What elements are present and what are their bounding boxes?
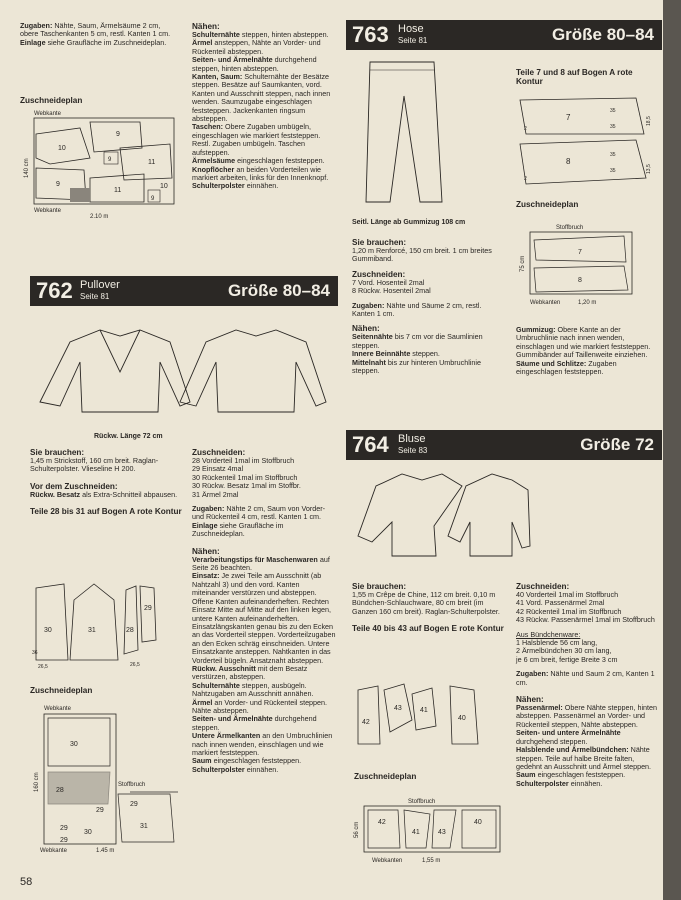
piece-number: 30	[84, 829, 92, 836]
measure: 2	[524, 126, 527, 132]
p764-pieces-diagram	[354, 680, 484, 750]
instruction-text: Obere Nähte steppen, hinten absteppen. Passenärmel an Vorder- und Rückenteil steppen, Nähte absteppen.	[516, 703, 658, 729]
instruction-text: bis zur hinteren Umbruchlinie steppen.	[352, 357, 482, 376]
instruction-line	[192, 556, 338, 573]
measure: 35	[610, 152, 616, 158]
sie-brauchen-heading: Sie brauchen:	[352, 582, 407, 591]
p762-pieces-diagram	[30, 580, 180, 670]
p763-teile-heading	[516, 68, 656, 86]
list-line: je 6 cm breit, fertige Breite 3 cm	[516, 654, 618, 664]
instruction-line	[192, 715, 338, 732]
instruction-bold: Kanten, Saum:	[192, 72, 243, 82]
naehen-heading: Nähen:	[192, 546, 220, 556]
measure: 26,5	[38, 664, 48, 670]
piece-number: 9	[108, 157, 112, 163]
zuschneiden-list	[516, 591, 662, 625]
header-763	[346, 20, 662, 50]
teile-heading: Teile 28 bis 31 auf Bogen A rote Kontur	[30, 507, 182, 517]
model-groesse: Größe 80–84	[551, 25, 654, 44]
instruction-line	[192, 123, 338, 157]
instruction-line	[516, 704, 662, 729]
instruction-text: steppen.	[410, 349, 440, 359]
list-line: 30 Rückenteil 1mal im Stoffbruch	[192, 472, 298, 482]
instruction-bold: Seitennähte	[352, 332, 393, 342]
piece-number: 29	[60, 837, 68, 844]
pullover-sketch	[30, 312, 330, 422]
piece-number: 29	[96, 807, 104, 814]
zugaben-text: Nähte und Säume 2 cm, restl. Kanten 1 cm.	[352, 300, 482, 319]
stoffbruch: Stoffbruch	[408, 799, 436, 805]
instruction-bold: Mittelnaht	[352, 357, 386, 367]
piece-number: 30	[44, 627, 52, 634]
instruction-line	[352, 333, 502, 350]
piece-number: 28	[56, 787, 64, 794]
plan-width: 1,45 m	[96, 848, 115, 852]
vor-b: Rückw. Besatz	[30, 489, 81, 499]
instruction-text: durchgehend steppen, hinten absteppen.	[192, 55, 317, 73]
zuschneideplan-heading: Zuschneideplan	[20, 96, 83, 105]
page-number: 58	[20, 876, 33, 888]
instruction-text: Obere Zugaben umbügeln, eingeschlagen wie markiert feststeppen. Restl. Zugaben umbügeln. Taschen aufsteppen.	[192, 122, 321, 157]
piece-number: 29	[130, 801, 138, 808]
instruction-bold: Ärmel	[192, 697, 213, 707]
model-seite: Seite 81	[398, 36, 428, 45]
einlage-label: Einlage	[20, 37, 46, 47]
zuschneiden-heading: Zuschneiden:	[192, 448, 246, 457]
p762-cutting-layout	[30, 702, 180, 852]
piece-number: 31	[140, 823, 148, 830]
interfacing-gray	[70, 188, 90, 202]
webkante-top: Webkante	[44, 706, 71, 712]
instruction-bold: Passenärmel:	[516, 703, 563, 713]
list-line: 1 Halsblende 56 cm lang,	[516, 638, 598, 648]
list-line: 43 Rückw. Passenärmel 1mal im Stoffbruch	[516, 615, 655, 625]
piece-number: 28	[126, 627, 134, 634]
sie-brauchen-heading: Sie brauchen:	[30, 448, 85, 457]
page-edge-shadow	[663, 0, 681, 900]
sie-brauchen-heading: Sie brauchen:	[352, 238, 407, 247]
instruction-bold: Saum	[516, 770, 536, 780]
bluse-sketch	[352, 466, 532, 562]
aus-list	[516, 639, 662, 664]
aus-label: Aus Bündchenware:	[516, 629, 581, 639]
piece-number: 7	[578, 249, 582, 256]
instruction-bold: Taschen:	[192, 122, 224, 132]
instruction-bold: Gummizug:	[516, 325, 556, 334]
vor-zuschneiden-heading: Vor dem Zuschneiden:	[30, 481, 118, 491]
instruction-bold: Ärmelsäume	[192, 156, 236, 166]
instruction-bold: Schulternähte	[192, 680, 240, 690]
webkante-top: Webkante	[34, 111, 61, 117]
piece-number: 42	[362, 719, 370, 726]
instruction-text: durchgehend steppen.	[516, 736, 588, 746]
p763-cutting-layout	[516, 220, 656, 310]
instruction-text: steppen, hinten absteppen.	[239, 30, 329, 39]
zuschneiden-heading: Zuschneiden:	[352, 269, 406, 279]
instruction-bold: Halsblende und Ärmelbündchen:	[516, 745, 629, 755]
instruction-text: eingeschlagen feststeppen.	[211, 756, 302, 766]
instruction-bold: Knopflöcher	[192, 164, 235, 174]
instruction-bold: Schulterpolster	[192, 764, 245, 774]
piece-number: 43	[394, 705, 402, 712]
instruction-line	[192, 766, 338, 774]
model-number: 764	[352, 432, 389, 457]
piece-number: 42	[378, 819, 386, 826]
p764-zuschneideplan-heading: Zuschneideplan	[354, 772, 417, 781]
instruction-bold: Seiten- und Ärmelnähte	[192, 55, 273, 65]
webkante-bottom: Webkante	[34, 208, 61, 214]
list-line: 30 Rückw. Besatz 1mal im Stoffbr.	[192, 481, 301, 491]
webkanten: Webkanten	[530, 300, 561, 306]
zugaben-text: Nähte 2 cm, Saum von Vorder- und Rückenteil 4 cm, restl. Kanten 1 cm.	[192, 504, 326, 522]
instruction-text: Nähte steppen. Teile auf halbe Breite falten, gedehnt an Ausschnitt und Ärmel steppen.	[516, 745, 652, 771]
instruction-line	[192, 182, 338, 190]
piece-number: 29	[144, 605, 152, 612]
einlage-text: siehe Graufläche im Zuschneideplan.	[47, 37, 167, 47]
piece-number: 10	[58, 145, 66, 152]
p762-right	[192, 448, 338, 774]
p764-left	[352, 582, 504, 633]
p764-cutting-layout	[350, 794, 506, 866]
instruction-text: Zugaben eingeschlagen feststeppen.	[516, 358, 617, 377]
list-line: 7 Vord. Hosenteil 2mal	[352, 277, 425, 287]
naehen-heading: Nähen:	[352, 324, 380, 334]
p764-right	[516, 582, 662, 788]
zugaben-label: Zugaben:	[192, 504, 225, 514]
p763-left	[352, 238, 502, 375]
einlage-text: siehe Graufläche im Zuschneideplan.	[192, 520, 284, 539]
instruction-text: eingeschlagen feststeppen.	[235, 156, 325, 166]
zugaben-label: Zugaben:	[516, 669, 549, 679]
piece-number: 9	[151, 196, 155, 202]
piece-number: 9	[116, 131, 120, 138]
instruction-text: an Vorder- und Rückenteil steppen. Nähte absteppen.	[192, 697, 328, 715]
instruction-bold: Seiten- und untere Ärmelnähte	[516, 728, 621, 738]
naehen-list	[516, 704, 662, 788]
zugaben-label: Zugaben:	[20, 21, 53, 30]
instruction-text: eingeschlagen feststeppen.	[535, 770, 626, 780]
instruction-bold: Untere Ärmelkanten	[192, 731, 261, 741]
instruction-bold: Schulterpolster	[516, 778, 569, 788]
instruction-line	[516, 326, 662, 360]
list-line: 42 Rückenteil 1mal im Stoffbruch	[516, 606, 622, 616]
p762-left	[30, 448, 182, 516]
instruction-line	[192, 39, 338, 56]
piece-number: 10	[160, 183, 168, 190]
instruction-line	[516, 746, 662, 771]
zugaben-text: Nähte und Saum 2 cm, Kanten 1 cm.	[516, 669, 655, 687]
model-number: 763	[352, 22, 389, 47]
plan-height: 56 cm	[354, 821, 360, 838]
hose-caption: Seitl. Länge ab Gummizug 108 cm	[352, 219, 466, 226]
p762-zuschneideplan-heading: Zuschneideplan	[30, 686, 93, 695]
list-line: 8 Rückw. Hosenteil 2mal	[352, 286, 431, 296]
model-number: 762	[36, 278, 73, 303]
measure: 13,5	[646, 164, 652, 174]
zugaben-label: Zugaben:	[352, 300, 385, 310]
instruction-bold: Schulterpolster	[192, 181, 245, 191]
webkante-bottom: Webkante	[40, 848, 67, 852]
col1-top-text	[20, 22, 180, 47]
model-name: Bluse	[398, 433, 426, 445]
diagram-width: 2,10 m	[90, 214, 109, 218]
measure: 35	[610, 168, 616, 174]
instruction-line	[192, 56, 338, 73]
instruction-text: an beiden Vorderteilen wie markiert arbeiten, links für den Innenknopf.	[192, 164, 329, 182]
instruction-text: an den Umbruchlinien nach innen wenden, einschlagen und wie markiert feststeppen.	[192, 731, 333, 757]
list-line: 31 Ärmel 2mal	[192, 489, 239, 499]
piece-number: 11	[114, 187, 122, 194]
p763-zuschneideplan-heading: Zuschneideplan	[516, 200, 579, 209]
zuschneiden-heading: Zuschneiden:	[516, 582, 570, 591]
plan-height: 160 cm	[34, 772, 40, 792]
instruction-text: einnähen.	[568, 778, 603, 788]
naehen-list	[192, 556, 338, 775]
instruction-bold: Schulternähte	[192, 30, 240, 39]
instruction-bold: Seiten- und Ärmelnähte	[192, 714, 273, 724]
model-seite: Seite 81	[80, 292, 110, 301]
webkanten: Webkanten	[372, 858, 403, 864]
list-line: 40 Vorderteil 1mal im Stoffbruch	[516, 590, 619, 599]
instruction-bold: Ärmel	[192, 38, 213, 48]
p763-pieces-diagram	[516, 94, 658, 190]
measure: 35	[610, 124, 616, 130]
measure: 18,5	[646, 116, 652, 126]
instruction-text: steppen, ausbügeln. Nahtzugaben am Ausschnitt annähen.	[192, 680, 314, 699]
einlage-label: Einlage	[192, 520, 218, 530]
hose-sketch	[350, 56, 460, 206]
list-line: 41 Vord. Passenärmel 2mal	[516, 598, 605, 608]
piece-number: 31	[88, 627, 96, 634]
instruction-line	[352, 359, 502, 376]
teile-text: Teile 7 und 8 auf Bogen A rote Kontur	[516, 68, 633, 86]
pullover-caption: Rückw. Länge 72 cm	[94, 433, 163, 440]
instruction-line	[192, 665, 338, 682]
plan-width: 1,20 m	[578, 300, 597, 306]
list-line: 28 Vorderteil 1mal im Stoffbruch	[192, 456, 295, 465]
piece-number: 29	[60, 825, 68, 832]
list-line: 2 Ärmelbündchen 30 cm lang,	[516, 646, 612, 656]
piece-number: 9	[56, 181, 60, 188]
sie-brauchen-text: 1,45 m Strickstoff, 160 cm breit. Raglan-Schulterpolster. Vlieseline H 200.	[30, 456, 159, 474]
instruction-text: mit dem Besatz verstürzen, absteppen.	[192, 663, 308, 682]
plan-height: 75 cm	[520, 255, 526, 272]
list-line: 29 Einsatz 4mal	[192, 464, 244, 474]
instruction-bold: Rückw. Ausschnitt	[192, 663, 256, 673]
zugaben-text: Nähte, Saum, Ärmelsäume 2 cm, obere Taschenkanten 5 cm, restl. Kanten 1 cm.	[20, 21, 171, 39]
model-name: Pullover	[80, 279, 120, 291]
instruction-line	[192, 73, 338, 123]
col2-top-text	[192, 22, 338, 191]
instruction-text: einnähen.	[244, 764, 279, 774]
instruction-line	[516, 780, 662, 788]
vor-t: als Extra-Schnitteil abpausen.	[80, 489, 178, 499]
instruction-bold: Innere Beinnähte	[352, 349, 411, 359]
zuschneiden-list	[352, 279, 502, 296]
piece-number: 11	[148, 159, 156, 166]
sie-brauchen-text: 1,20 m Renforcé, 150 cm breit. 1 cm breites Gummiband.	[352, 246, 492, 264]
piece-number: 7	[566, 113, 571, 122]
model-groesse: Größe 80–84	[227, 281, 330, 300]
piece-number: 40	[474, 819, 482, 826]
cutting-layout-diagram	[20, 108, 180, 218]
piece-number: 40	[458, 715, 466, 722]
instruction-bold: Einsatz:	[192, 571, 220, 581]
measure: 35	[610, 108, 616, 114]
model-name: Hose	[398, 23, 424, 35]
plan-width: 1,55 m	[422, 858, 441, 864]
instruction-line	[516, 729, 662, 746]
stoffbruch: Stoffbruch	[118, 782, 146, 788]
measure: 26,5	[130, 662, 140, 668]
instruction-text: bis 7 cm vor die Saumlinien steppen.	[352, 332, 483, 350]
stoffbruch: Stoffbruch	[556, 225, 584, 231]
instruction-text: Obere Kante an der Umbruchlinie nach innen wenden, einschlagen und wie markiert feststeppen. Gummibänder auf Taillenweite einziehen.	[516, 325, 651, 360]
teile-heading: Teile 40 bis 43 auf Bogen E rote Kontur	[352, 624, 504, 634]
instruction-text: Schulternähte der Besätze steppen. Besätze auf Saumkanten, vord. Kanten und Ausschnitt steppen, nach innen wenden. Saumzugabe eingeschlagen feststeppen. Jackenkanten ringsum absteppen.	[192, 72, 331, 124]
instruction-line	[192, 682, 338, 699]
naehen-heading: Nähen:	[192, 22, 220, 31]
piece-number: 43	[438, 829, 446, 836]
instruction-text: auf Seite 26 beachten.	[192, 554, 330, 573]
p763-right	[516, 326, 662, 376]
header-764	[346, 430, 662, 460]
instruction-line	[192, 699, 338, 716]
header-762	[30, 276, 338, 306]
piece-number: 8	[566, 157, 571, 166]
sie-brauchen-text: 1,55 m Crêpe de Chine, 112 cm breit. 0,10 m Bündchen-Schlauchware, 80 cm breit (im Ganzen 160 cm breit). Raglan-Schulterpolster.	[352, 590, 500, 616]
measure: 2	[524, 176, 527, 182]
naehen-list	[352, 333, 502, 375]
measure: 36	[32, 650, 38, 656]
instruction-text: ansteppen, Nähte an Vorder- und Rückenteil absteppen.	[192, 38, 321, 56]
instruction-bold: Verarbeitungstips für Maschenwaren	[192, 554, 318, 564]
model-seite: Seite 83	[398, 446, 428, 455]
instruction-line	[192, 572, 338, 664]
instruction-line	[192, 166, 338, 183]
instruction-line	[516, 360, 662, 377]
instruction-line	[192, 732, 338, 757]
zuschneiden-list	[192, 457, 338, 499]
piece-number: 30	[70, 741, 78, 748]
model-groesse: Größe 72	[580, 435, 654, 454]
piece-number: 41	[412, 829, 420, 836]
instruction-text: einnähen.	[244, 181, 279, 191]
diagram-height: 140 cm	[24, 158, 30, 178]
instruction-bold: Säume und Schlitze:	[516, 358, 587, 368]
instruction-text: durchgehend steppen.	[192, 714, 317, 732]
piece-number: 41	[420, 707, 428, 714]
naehen-heading: Nähen:	[516, 695, 544, 705]
instruction-text: Je zwei Teile am Ausschnitt (ab Nahtzahl 3) und den vord. Kanten miteinander verstürzen und absteppen. Offene Kanten aufeinanderheften. Rechten Einsatz Mitte auf Mitte auf den linken legen, untere Kanten aufeinanderheften. Einsatzlängskanten genau bis zu den Ecken an das Vorderteil steppen. Vorderteilzugaben an den Ecken schräg einschneiden. Untere Einsatzkante ansteppen. Nahtkanten in das Vorderteil bügeln. Ansatznaht absteppen.	[192, 571, 336, 665]
piece-number: 8	[578, 277, 582, 284]
instruction-bold: Saum	[192, 756, 212, 766]
